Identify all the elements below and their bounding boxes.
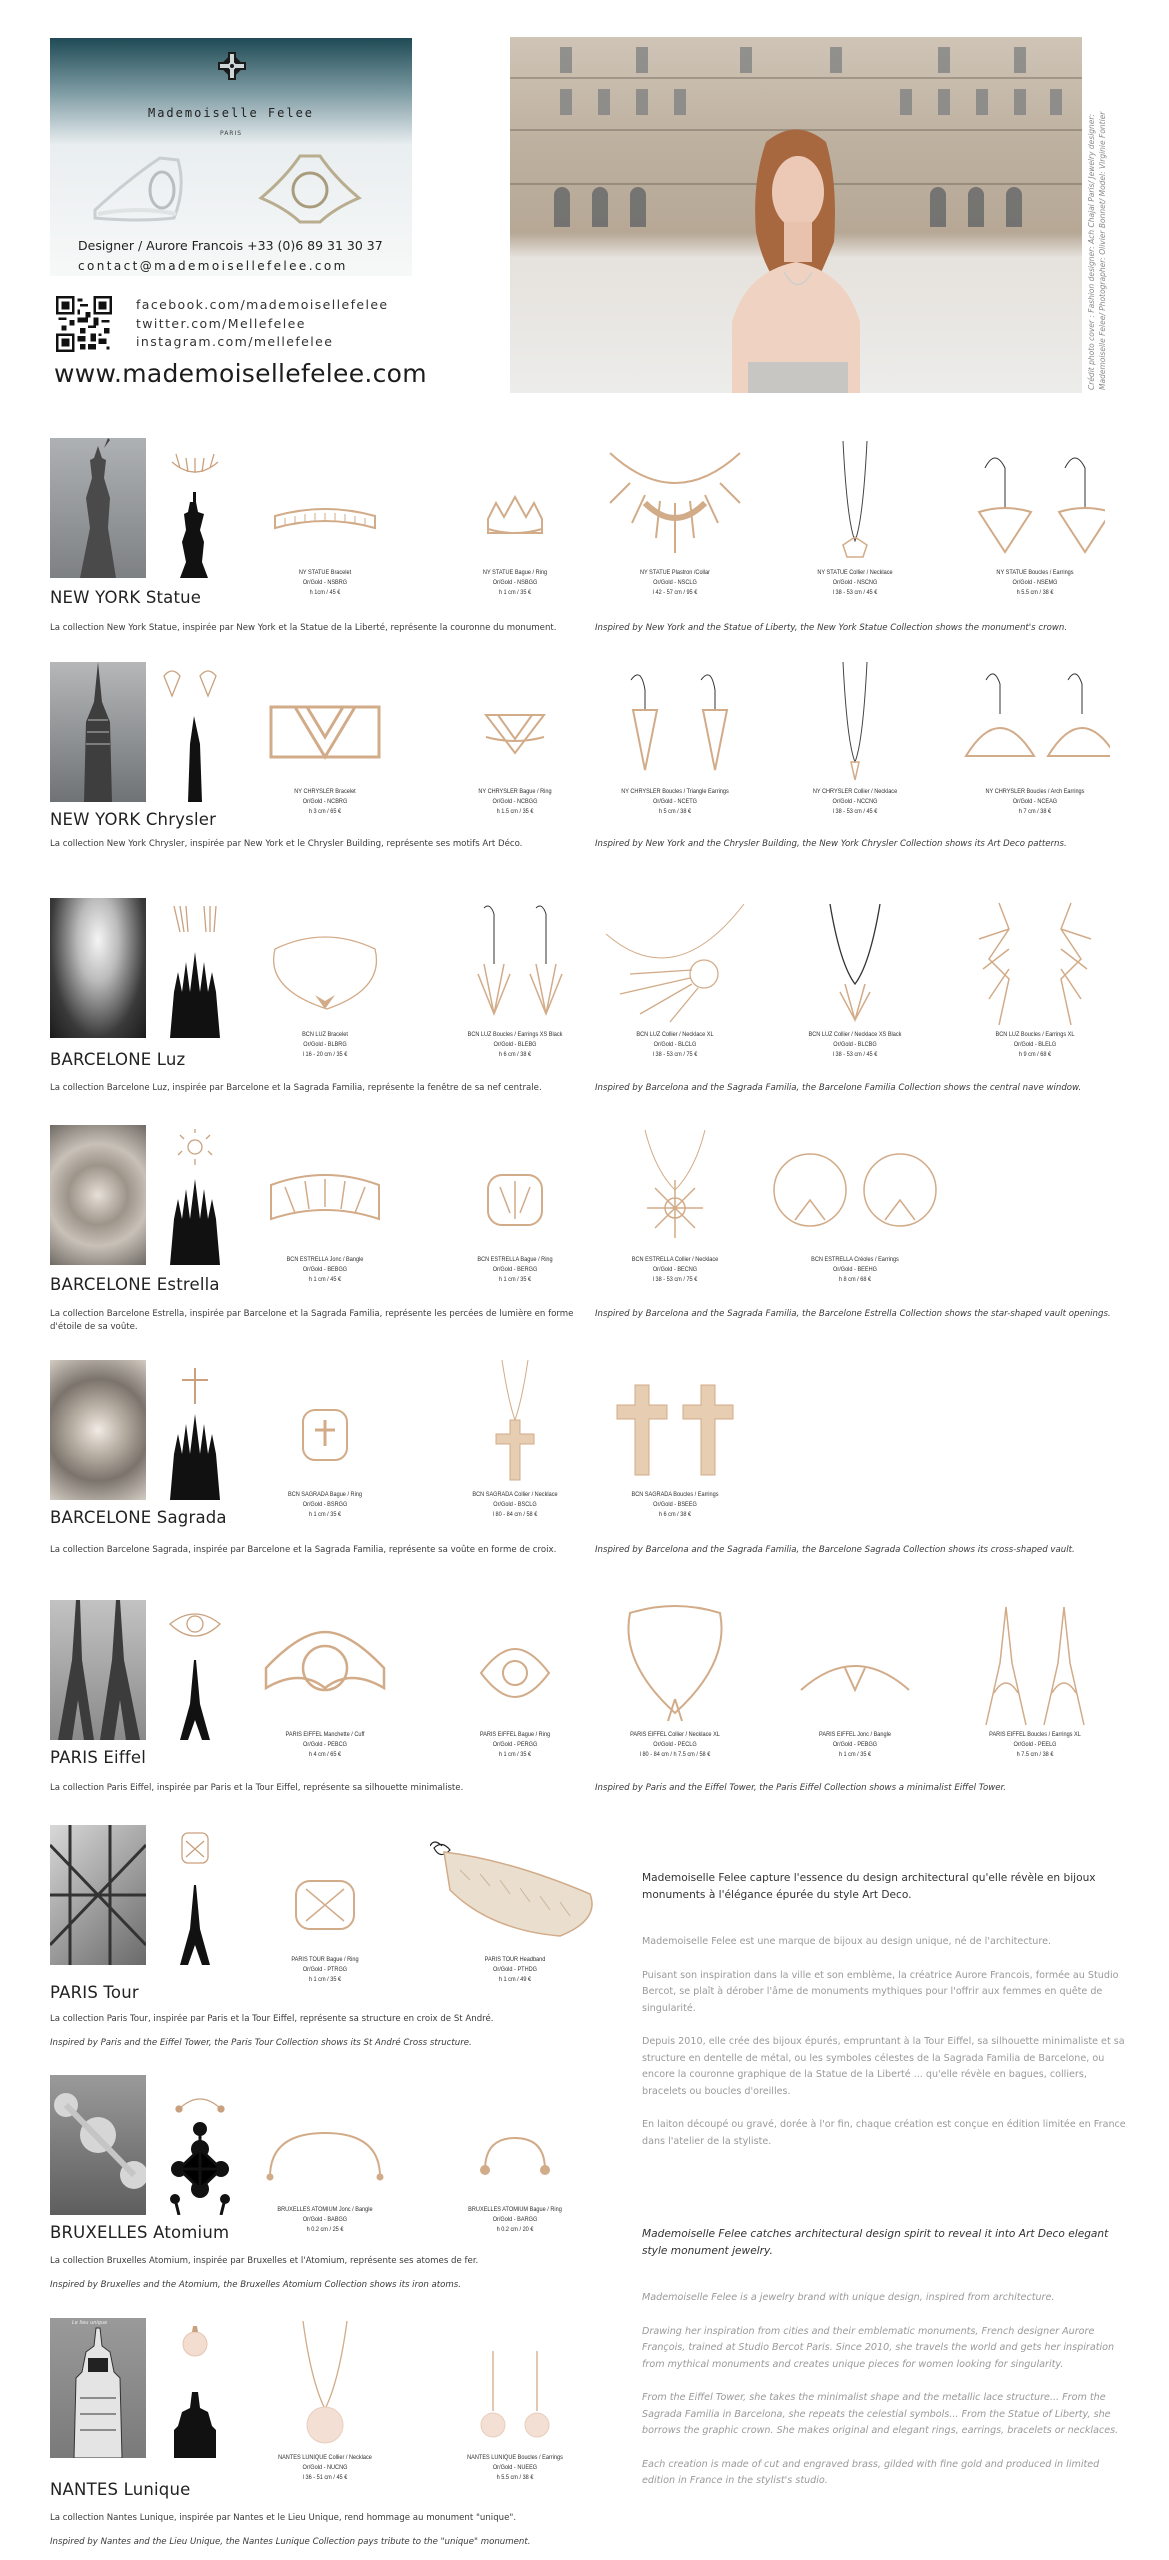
product-name: BCN ESTRELLA Bague / Ring bbox=[477, 1256, 553, 1263]
product-size-price: l 38 - 53 cm / 45 € bbox=[832, 588, 878, 596]
product-ref: Or/Gold - PEBGG bbox=[832, 1740, 878, 1748]
ring-image bbox=[290, 1875, 360, 1935]
twitter-link[interactable]: twitter.com/Mellefelee bbox=[136, 315, 306, 331]
product-name: BRUXELLES ATOMIUM Bague / Ring bbox=[468, 2206, 562, 2213]
product-card[interactable] bbox=[430, 2318, 600, 2482]
product-name: NY STATUE Bague / Ring bbox=[482, 569, 548, 576]
website-link[interactable]: www.mademoisellefelee.com bbox=[54, 359, 427, 388]
earrings-xs-black-image bbox=[460, 904, 570, 1024]
product-name: BCN ESTRELLA Collier / Necklace bbox=[631, 1256, 719, 1263]
collection-description-en: Inspired by Paris and the Eiffel Tower, the Paris Tour Collection shows its St André Cross structure. bbox=[50, 2038, 472, 2048]
collection-title: BARCELONE Estrella bbox=[50, 1275, 220, 1294]
product-name: NANTES LUNIQUE Boucles / Earrings bbox=[467, 2454, 563, 2461]
earrings-xl-image bbox=[975, 899, 1095, 1029]
collection-description-en: Inspired by Barcelona and the Sagrada Familia, the Barcelone Sagrada Collection shows its cross-shaped vault. bbox=[595, 1545, 1075, 1555]
arch-earrings-image bbox=[960, 670, 1110, 780]
lieu-unique-silhouette-icon bbox=[160, 2322, 230, 2458]
product-ref: Or/Gold - PTRGG bbox=[302, 1965, 348, 1973]
product-size-price: h 6 cm / 38 € bbox=[498, 1050, 532, 1058]
product-ref: Or/Gold - PERGG bbox=[492, 1740, 538, 1748]
product-card[interactable] bbox=[240, 1615, 410, 1759]
product-card[interactable] bbox=[240, 2105, 410, 2234]
cuff-image bbox=[260, 1628, 390, 1718]
product-ref: Or/Gold - NCCNG bbox=[832, 797, 878, 805]
hoop-earrings-image bbox=[765, 1140, 945, 1240]
collection-description-en: Inspired by Barcelona and the Sagrada Familia, the Barcelone Estrella Collection shows the star-shaped vault openings. bbox=[595, 1309, 1111, 1319]
product-name: PARIS EIFFEL Manchette / Cuff bbox=[285, 1731, 365, 1738]
product-card[interactable] bbox=[240, 1855, 410, 1984]
product-size-price: l 38 - 53 cm / 75 € bbox=[652, 1050, 698, 1058]
bracelet-image bbox=[265, 498, 385, 538]
about-paragraph: Drawing her inspiration from cities and their emblematic monuments, French designer Aurore François, trained at Studio Bercot Paris. Since 2010, she travels the world and gets her inspiration from mythical monuments and creates unique pieces for women looking for singularity. bbox=[642, 2325, 1115, 2370]
product-size-price: l 16 - 20 cm / 35 € bbox=[302, 1050, 348, 1058]
qr-code-icon[interactable] bbox=[56, 296, 112, 352]
collection-title: NEW YORK Statue bbox=[50, 588, 202, 607]
eiffel-tower-structure-photo bbox=[50, 1825, 146, 1965]
product-ref: Or/Gold - BSCLG bbox=[493, 1500, 537, 1508]
header bbox=[0, 0, 1169, 420]
product-ref: Or/Gold - NCEAG bbox=[1012, 797, 1058, 805]
product-size-price: h 1 cm / 35 € bbox=[498, 1275, 532, 1283]
necklace-xl-image bbox=[600, 904, 750, 1024]
bangle-image bbox=[795, 1650, 915, 1700]
product-name: BCN LUZ Boucles / Earrings XS Black bbox=[467, 1031, 563, 1038]
about-paragraph: Each creation is made of cut and engraved brass, gilded with fine gold and produced in limited edition in France in the stylist's studio. bbox=[642, 2458, 1100, 2486]
product-ref: Or/Gold - BLBRG bbox=[303, 1040, 347, 1048]
product-size-price: h 9 cm / 68 € bbox=[1018, 1050, 1052, 1058]
sagrada-familia-silhouette-icon bbox=[160, 902, 230, 1038]
product-card[interactable] bbox=[430, 1615, 600, 1759]
product-card[interactable] bbox=[430, 1360, 600, 1519]
product-name: NANTES LUNIQUE Collier / Necklace bbox=[278, 2454, 372, 2461]
star-necklace-image bbox=[615, 1130, 735, 1250]
product-card[interactable] bbox=[590, 1600, 760, 1759]
product-card[interactable] bbox=[240, 918, 410, 1059]
product-ref: Or/Gold - BSEEG bbox=[653, 1500, 697, 1508]
ring-image bbox=[475, 2130, 555, 2180]
product-ref: Or/Gold - BLCBG bbox=[833, 1040, 877, 1048]
product-name: BCN SAGRADA Collier / Necklace bbox=[472, 1491, 558, 1498]
product-name: PARIS EIFFEL Bague / Ring bbox=[479, 1731, 551, 1738]
ring-image bbox=[480, 1165, 550, 1235]
product-card[interactable] bbox=[590, 898, 760, 1059]
product-name: PARIS TOUR Bague / Ring bbox=[291, 1956, 359, 1963]
medallion-necklace-image bbox=[285, 2321, 365, 2451]
product-size-price: l 38 - 53 cm / 75 € bbox=[652, 1275, 698, 1283]
collection-description-en: Inspired by Barcelona and the Sagrada Familia, the Barcelone Familia Collection shows the central nave window. bbox=[595, 1083, 1082, 1093]
product-card[interactable] bbox=[430, 2105, 600, 2234]
product-name: BCN SAGRADA Boucles / Earrings bbox=[631, 1491, 719, 1498]
product-size-price: l 36 - 51 cm / 45 € bbox=[302, 2473, 348, 2481]
product-name: BCN ESTRELLA Créoles / Earrings bbox=[811, 1256, 899, 1263]
product-size-price: h 5.5 cm / 38 € bbox=[1016, 588, 1054, 596]
product-card[interactable] bbox=[760, 1125, 950, 1284]
product-card[interactable] bbox=[590, 1360, 760, 1519]
ring-silver-image bbox=[90, 148, 200, 230]
cross-earrings-image bbox=[605, 1365, 745, 1485]
collection-description-fr: La collection Paris Eiffel, inspirée par Paris et la Tour Eiffel, représente sa silhouette minimaliste. bbox=[50, 1783, 464, 1793]
product-card[interactable] bbox=[770, 1620, 940, 1759]
product-card[interactable] bbox=[240, 1380, 410, 1519]
product-ref: Or/Gold - BEBGG bbox=[302, 1265, 348, 1273]
collection-title: BARCELONE Luz bbox=[50, 1050, 186, 1069]
cross-ring-image bbox=[295, 1400, 355, 1470]
about-lead-fr: Mademoiselle Felee capture l'essence du design architectural qu'elle révèle en bijoux monuments à l'élégance épurée du style Art Deco. bbox=[642, 1872, 1096, 1901]
collection-description-fr: La collection Barcelone Estrella, inspirée par Barcelone et la Sagrada Familia, représente les percées de lumière en forme d'étoile de sa voûte. bbox=[50, 1309, 574, 1332]
collection-description-fr: La collection New York Statue, inspirée par New York et la Statue de la Liberté, représente la couronne du monument. bbox=[50, 623, 557, 633]
product-size-price: l 80 - 84 cm / h 7.5 cm / 58 € bbox=[639, 1750, 711, 1758]
product-ref: Or/Gold - BECNG bbox=[652, 1265, 698, 1273]
sagrada-familia-vault-photo bbox=[50, 1125, 146, 1265]
collection-description-fr: La collection Paris Tour, inspirée par Paris et la Tour Eiffel, représente sa structure en croix de St André. bbox=[50, 2014, 494, 2024]
product-ref: Or/Gold - NCBRG bbox=[302, 797, 348, 805]
bracelet-image bbox=[265, 929, 385, 1019]
eiffel-tower-silhouette-icon bbox=[160, 1604, 230, 1740]
product-size-price: h 1 cm / 35 € bbox=[498, 1750, 532, 1758]
product-ref: Or/Gold - BERGG bbox=[492, 1265, 538, 1273]
product-name: NY CHRYSLER Boucles / Triangle Earrings bbox=[621, 788, 729, 795]
collection-title: BARCELONE Sagrada bbox=[50, 1508, 227, 1527]
collection-description-en: Inspired by Paris and the Eiffel Tower, the Paris Eiffel Collection shows a minimalist Eiffel Tower. bbox=[595, 1783, 1007, 1793]
product-card[interactable] bbox=[430, 1145, 600, 1284]
collection-title: PARIS Eiffel bbox=[50, 1748, 146, 1767]
cross-necklace-image bbox=[480, 1360, 550, 1490]
ring-gold-image bbox=[255, 148, 365, 230]
social-links bbox=[136, 296, 389, 352]
earrings-image bbox=[965, 448, 1105, 558]
collection-title: BRUXELLES Atomium bbox=[50, 2223, 230, 2242]
photo-label: Le lieu unique bbox=[72, 2320, 108, 2326]
eiffel-tower-photo bbox=[50, 1600, 146, 1740]
product-size-price: h 7.5 cm / 38 € bbox=[1016, 1750, 1054, 1758]
about-lead-en: Mademoiselle Felee catches architectural design spirit to reveal it into Art Deco elegant style monument jewelry. bbox=[642, 2228, 1109, 2257]
product-ref: Or/Gold - BLEBG bbox=[493, 1040, 537, 1048]
statue-of-liberty-photo bbox=[50, 438, 146, 578]
collection-description-en: Inspired by New York and the Statue of Liberty, the New York Statue Collection shows the monument's crown. bbox=[595, 623, 1068, 633]
about-paragraph: En laiton découpé ou gravé, dorée à l'or fin, chaque création est conçue en édition limitée en France dans l'atelier de la styliste. bbox=[642, 2119, 1126, 2147]
product-size-price: l 38 - 53 cm / 45 € bbox=[832, 1050, 878, 1058]
product-name: BCN LUZ Collier / Necklace XL bbox=[636, 1031, 714, 1038]
model-figure bbox=[726, 122, 866, 393]
collection-description-fr: La collection Nantes Lunique, inspirée par Nantes et le Lieu Unique, rend hommage au monument "unique". bbox=[50, 2513, 517, 2523]
product-card[interactable] bbox=[950, 1600, 1120, 1759]
collection-description-en: Inspired by Nantes and the Lieu Unique, the Nantes Lunique Collection pays tribute to the "unique" monument. bbox=[50, 2537, 531, 2547]
product-ref: Or/Gold - NSEMG bbox=[1012, 578, 1058, 586]
product-ref: Or/Gold - PTHDG bbox=[493, 1965, 537, 1973]
product-size-price: h 1 cm / 35 € bbox=[498, 588, 532, 596]
product-card[interactable] bbox=[430, 468, 600, 597]
product-size-price: h 5 cm / 38 € bbox=[658, 807, 692, 815]
product-name: NY STATUE Collier / Necklace bbox=[817, 569, 893, 576]
product-size-price: h 8 cm / 68 € bbox=[838, 1275, 872, 1283]
product-name: NY STATUE Boucles / Earrings bbox=[996, 569, 1074, 576]
product-card[interactable] bbox=[415, 1835, 615, 1984]
product-ref: Or/Gold - NCBGG bbox=[492, 797, 538, 805]
product-card[interactable] bbox=[430, 677, 600, 816]
chrysler-building-silhouette-icon bbox=[160, 666, 230, 802]
product-name: BCN ESTRELLA Jonc / Bangle bbox=[286, 1256, 364, 1263]
cover-photo bbox=[510, 37, 1082, 393]
product-ref: Or/Gold - NUEEG bbox=[492, 2463, 538, 2471]
brand-name: Mademoiselle Felee bbox=[147, 106, 315, 120]
product-size-price: h 5.5 cm / 38 € bbox=[496, 2473, 534, 2481]
brand-city: PARIS bbox=[219, 130, 243, 137]
product-card[interactable] bbox=[240, 468, 410, 597]
collection-description-en: Inspired by New York and the Chrysler Building, the New York Chrysler Collection shows its Art Deco patterns. bbox=[595, 839, 1067, 849]
product-ref: Or/Gold - PEBCG bbox=[303, 1740, 347, 1748]
product-ref: Or/Gold - PEELG bbox=[1013, 1740, 1057, 1748]
product-ref: Or/Gold - NSBRG bbox=[302, 578, 348, 586]
product-ref: Or/Gold - NCETG bbox=[653, 797, 697, 805]
product-name: NY STATUE Bracelet bbox=[298, 569, 352, 576]
about-paragraph: Mademoiselle Felee is a jewelry brand with unique design, inspired from architecture. bbox=[642, 2292, 1055, 2303]
product-ref: Or/Gold - NSBGG bbox=[492, 578, 538, 586]
collection-description-fr: La collection Barcelone Luz, inspirée par Barcelone et la Sagrada Familia, représente la fenêtre de sa nef centrale. bbox=[50, 1083, 542, 1093]
about-section-fr bbox=[642, 1870, 1132, 2150]
product-size-price: h 7 cm / 38 € bbox=[1018, 807, 1052, 815]
atomium-silhouette-icon bbox=[160, 2079, 240, 2215]
product-size-price: h 0.2 cm / 20 € bbox=[496, 2225, 534, 2233]
product-name: PARIS EIFFEL Collier / Necklace XL bbox=[630, 1731, 720, 1738]
product-card[interactable] bbox=[770, 438, 940, 597]
medallion-earrings-image bbox=[475, 2321, 555, 2451]
sagrada-familia-cross-vault-photo bbox=[50, 1360, 146, 1500]
about-paragraph: Mademoiselle Felee est une marque de bijoux au design unique, né de l'architecture. bbox=[642, 1936, 1052, 1947]
eiffel-earrings-image bbox=[980, 1603, 1090, 1728]
lieu-unique-tower-photo bbox=[50, 2318, 146, 2458]
product-ref: Or/Gold - BEEHG bbox=[833, 1265, 877, 1273]
product-ref: Or/Gold - NSCNG bbox=[832, 578, 878, 586]
collection-description-fr: La collection Bruxelles Atomium, inspirée par Bruxelles et l'Atomium, représente ses atomes de fer. bbox=[50, 2256, 479, 2266]
about-paragraph: Puisant son inspiration dans la ville et son emblème, la créatrice Aurore Francois, formée au Studio Bercot, se plaît à dérober l'âme de monuments mythiques pour l'offrir aux femmes en quête de singularité. bbox=[642, 1969, 1119, 2014]
product-size-price: l 80 - 84 cm / 58 € bbox=[492, 1510, 538, 1518]
necklace-xl-image bbox=[610, 1603, 740, 1728]
product-size-price: h 0.2 cm / 25 € bbox=[306, 2225, 344, 2233]
collection-barcelone-luz bbox=[0, 898, 1169, 1108]
statue-of-liberty-silhouette-icon bbox=[160, 442, 230, 578]
product-size-price: h 4 cm / 65 € bbox=[308, 1750, 342, 1758]
product-card[interactable] bbox=[950, 662, 1120, 816]
necklace-xs-black-image bbox=[810, 904, 900, 1024]
product-name: PARIS TOUR Headband bbox=[484, 1956, 546, 1963]
product-name: NY CHRYSLER Boucles / Arch Earrings bbox=[985, 788, 1085, 795]
chrysler-building-photo bbox=[50, 662, 146, 802]
collection-paris-eiffel bbox=[0, 1600, 1169, 1810]
product-card[interactable] bbox=[240, 1145, 410, 1284]
product-ref: Or/Gold - BLCLG bbox=[653, 1040, 697, 1048]
collection-ny-statue bbox=[0, 438, 1169, 648]
sagrada-familia-silhouette-icon bbox=[160, 1129, 230, 1265]
product-name: NY STATUE Plastron /Collar bbox=[639, 569, 711, 576]
triangle-earrings-image bbox=[615, 670, 735, 780]
product-ref: Or/Gold - NSCLG bbox=[653, 578, 697, 586]
atomium-photo bbox=[50, 2075, 146, 2215]
collection-ny-chrysler bbox=[0, 662, 1169, 872]
product-name: BCN LUZ Collier / Necklace XS Black bbox=[808, 1031, 902, 1038]
product-name: BRUXELLES ATOMIUM Jonc / Bangle bbox=[277, 2206, 373, 2213]
sagrada-familia-window-photo bbox=[50, 898, 146, 1038]
product-card[interactable] bbox=[770, 898, 940, 1059]
product-size-price: h 6 cm / 38 € bbox=[658, 1510, 692, 1518]
about-section-en bbox=[642, 2226, 1132, 2490]
product-ref: Or/Gold - NUCNG bbox=[302, 2463, 348, 2471]
ring-image bbox=[475, 1643, 555, 1703]
product-size-price: h 1.5 cm / 35 € bbox=[496, 807, 534, 815]
bangle-image bbox=[265, 1165, 385, 1235]
product-size-price: l 42 - 57 cm / 95 € bbox=[652, 588, 698, 596]
designer-contact: Designer / Aurore Francois +33 (0)6 89 31 30 37 bbox=[78, 238, 383, 253]
product-name: NY CHRYSLER Collier / Necklace bbox=[812, 788, 898, 795]
product-ref: Or/Gold - BABGG bbox=[302, 2215, 348, 2223]
product-size-price: h 3 cm / 65 € bbox=[308, 807, 342, 815]
product-size-price: l 38 - 53 cm / 45 € bbox=[832, 807, 878, 815]
collection-barcelone-estrella bbox=[0, 1125, 1169, 1350]
product-card[interactable] bbox=[240, 677, 410, 816]
collection-barcelone-sagrada bbox=[0, 1360, 1169, 1580]
product-name: NY CHRYSLER Bague / Ring bbox=[478, 788, 552, 795]
collection-description-fr: La collection Barcelone Sagrada, inspirée par Barcelone et la Sagrada Familia, représente sa voûte en forme de croix. bbox=[50, 1545, 557, 1555]
product-card[interactable] bbox=[590, 1125, 760, 1284]
about-paragraph: From the Eiffel Tower, she takes the minimalist shape and the metallic lace structure... From the Sagrada Familia in Barcelona, she repeats the celestial symbols... From the Statue of Liberty, she borrows the graphic crown. She makes original and elegant rings, earrings, bracelets or necklaces. bbox=[642, 2392, 1119, 2436]
headband-image bbox=[430, 1840, 600, 1950]
product-size-price: h 1 cm / 35 € bbox=[308, 1510, 342, 1518]
necklace-image bbox=[825, 441, 885, 566]
bracelet-image bbox=[265, 697, 385, 767]
product-card[interactable] bbox=[950, 898, 1120, 1059]
product-name: BCN SAGRADA Bague / Ring bbox=[287, 1491, 363, 1498]
collection-title: NEW YORK Chrysler bbox=[50, 810, 217, 829]
product-card[interactable] bbox=[240, 2318, 410, 2482]
product-name: BCN LUZ Boucles / Earrings XL bbox=[995, 1031, 1075, 1038]
product-name: PARIS EIFFEL Boucles / Earrings XL bbox=[989, 1731, 1081, 1738]
instagram-link[interactable]: instagram.com/mellefelee bbox=[136, 334, 334, 349]
product-name: PARIS EIFFEL Jonc / Bangle bbox=[819, 1731, 891, 1738]
business-card bbox=[50, 38, 412, 276]
triangle-ring-image bbox=[480, 707, 550, 757]
about-paragraph: Depuis 2010, elle crée des bijoux épurés, empruntant à la Tour Eiffel, sa silhouette minimaliste et sa structure en dentelle de métal, ou les symboles célestes de la Sagrada Familia de Barcelone, ou encore la couronne graphique de la Statue de la Liberté ... qu'elle révèle en bagues, colliers, bracelets ou boucles d'oreilles. bbox=[642, 2036, 1125, 2097]
product-ref: Or/Gold - BLELG bbox=[1013, 1040, 1057, 1048]
product-size-price: h 1cm / 45 € bbox=[309, 588, 341, 596]
product-name: NY CHRYSLER Bracelet bbox=[294, 788, 356, 795]
product-name: BCN LUZ Bracelet bbox=[302, 1031, 348, 1038]
product-size-price: h 1 cm / 45 € bbox=[308, 1275, 342, 1283]
bangle-image bbox=[260, 2125, 390, 2185]
product-card[interactable] bbox=[590, 662, 760, 816]
product-size-price: h 1 cm / 35 € bbox=[838, 1750, 872, 1758]
collar-image bbox=[600, 443, 750, 563]
product-card[interactable] bbox=[430, 898, 600, 1059]
product-size-price: h 1 cm / 49 € bbox=[498, 1975, 532, 1983]
contact-email[interactable]: contact@mademoisellefelee.com bbox=[78, 259, 348, 273]
product-card[interactable] bbox=[590, 438, 760, 597]
collection-title: PARIS Tour bbox=[50, 1983, 139, 2002]
product-ref: Or/Gold - PECLG bbox=[653, 1740, 697, 1748]
product-size-price: h 1 cm / 35 € bbox=[308, 1975, 342, 1983]
eiffel-tower-silhouette-icon bbox=[160, 1829, 230, 1965]
photo-credit: Crédit photo cover : Fashion designer: Ach Chajai Paris/ Jewelry designer: Mademoiselle Felee/ Photographer: Olivier Bonnet/ Model: Virginie Fontier bbox=[1087, 111, 1107, 390]
brand-logo-icon bbox=[218, 52, 246, 80]
necklace-image bbox=[825, 662, 885, 787]
facebook-link[interactable]: facebook.com/mademoisellefelee bbox=[136, 297, 389, 312]
product-card[interactable] bbox=[950, 438, 1120, 597]
crown-ring-image bbox=[480, 493, 550, 543]
product-ref: Or/Gold - BSRGG bbox=[302, 1500, 348, 1508]
collection-description-en: Inspired by Bruxelles and the Atomium, the Bruxelles Atomium Collection shows its iron atoms. bbox=[50, 2280, 462, 2290]
collection-title: NANTES Lunique bbox=[50, 2480, 191, 2499]
collection-description-fr: La collection New York Chrysler, inspirée par New York et le Chrysler Building, représente ses motifs Art Déco. bbox=[50, 839, 523, 849]
product-ref: Or/Gold - BARGG bbox=[492, 2215, 538, 2223]
product-card[interactable] bbox=[770, 662, 940, 816]
sagrada-familia-silhouette-icon bbox=[160, 1364, 230, 1500]
